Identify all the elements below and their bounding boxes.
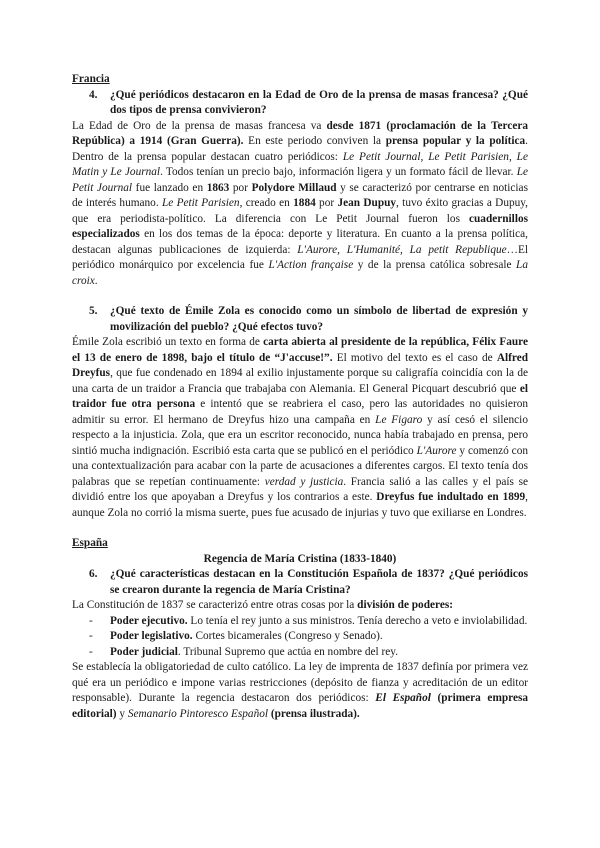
powers-list <box>72 614 528 661</box>
question-number: 5. <box>89 305 98 317</box>
question-text: ¿Qué texto de Émile Zola es conocido como un símbolo de libertad de expresión y movilización del pueblo? ¿Qué efectos tuvo? <box>110 305 528 333</box>
list-item: - Poder ejecutivo. Lo tenía el rey junto a sus ministros. Tenía derecho a veto e inviolabilidad. <box>89 614 528 627</box>
section-heading-espana: España <box>72 537 108 549</box>
question-6 <box>72 567 528 598</box>
list-item: - Poder judicial. Tribunal Supremo que actúa en nombre del rey. <box>89 645 399 658</box>
list-item: - Poder legislativo. Cortes bicamerales (Congreso y Senado). <box>89 630 383 642</box>
question-5 <box>72 304 528 335</box>
answer-4: La Edad de Oro de la prensa de masas francesa va desde 1871 (proclamación de la Tercera República) a 1914 (Gran Guerra). En este periodo conviven la prensa popular y la política. Dentro de la prensa popular destacan cuatro periódicos: Le Petit Journal, Le Petit Parisien, Le Matin y Le Journal. Todos tenían un precio bajo, información ligera y un formato fácil de llevar. Le Petit Journal fue lanzado en 1863 por Polydore Millaud y se caracterizó por centrarse en noticias de interés humano. Le Petit Parisien, creado en 1884 por Jean Dupuy, tuvo éxito gracias a Dupuy, que era periodista-político. La diferencia con Le Petit Journal fueron los cuadernillos especializados en los dos temas de la época: deporte y literatura. En cuanto a la prensa política, destacan algunas publicaciones de izquierda: L'Aurore, L'Humanité, La petit Republique…El periódico monárquico por excelencia fue L'Action française y de la prensa católica sobresale La croix. <box>72 119 529 287</box>
answer-5: Émile Zola escribió un texto en forma de carta abierta al presidente de la república, Félix Faure el 13 de enero de 1898, bajo el título de “J'accuse!”. El motivo del texto es el caso de Alfred Dreyfus, que fue condenado en 1894 al exilio injustamente porque su caligrafía coincidía con la de una carta de un traidor a Francia que trabajaba con Alemania. El General Picquart descubrió que el traidor fue otra persona e intentó que se reabriera el caso, pero las autoridades no quisieron admitir su error. El hermano de Dreyfus hizo una campaña en Le Figaro y así cesó el silencio respecto a la injusticia. Zola, que era un escritor reconocido, nunca había trabajado en prensa, pero sintió mucha indignación. Escribió esta carta que se publicó en el periódico L'Aurore y comenzó con una contextualización para acabar con la parte de acusaciones a diferentes cargos. El texto tenía dos palabras que se repetían continuamente: verdad y justicia. Francia salió a las calles y el país se dividió entre los que apoyaban a Dreyfus y los contrarios a este. Dreyfus fue indultado en 1899, aunque Zola no corrió la misma suerte, pues fue acusado de injurias y tuvo que exiliarse en Londres. <box>72 336 529 519</box>
question-number: 4. <box>89 88 98 101</box>
question-number: 6. <box>89 568 98 580</box>
answer-6-intro: La Constitución de 1837 se caracterizó entre otras cosas por la división de poderes: <box>72 599 453 611</box>
question-text: ¿Qué características destacan en la Constitución Española de 1837? ¿Qué periódicos se crearon durante la regencia de María Cristina? <box>110 568 528 596</box>
question-4 <box>72 88 528 119</box>
section-heading-francia: Francia <box>72 73 110 85</box>
regency-subtitle: Regencia de María Cristina (1833-1840) <box>203 552 397 565</box>
question-text: ¿Qué periódicos destacaron en la Edad de Oro de la prensa de masas francesa? ¿Qué dos tipos de prensa convivieron? <box>110 88 528 116</box>
answer-6: Se establecía la obligatoriedad de culto católico. La ley de imprenta de 1837 definía por primera vez qué era un periódico e impone varias restricciones (depósito de fianza y acreditación de un editor responsable). Durante la regencia destacaron dos periódicos: El Español (primera empresa editorial) y Semanario Pintoresco Español (prensa ilustrada). <box>72 661 529 720</box>
